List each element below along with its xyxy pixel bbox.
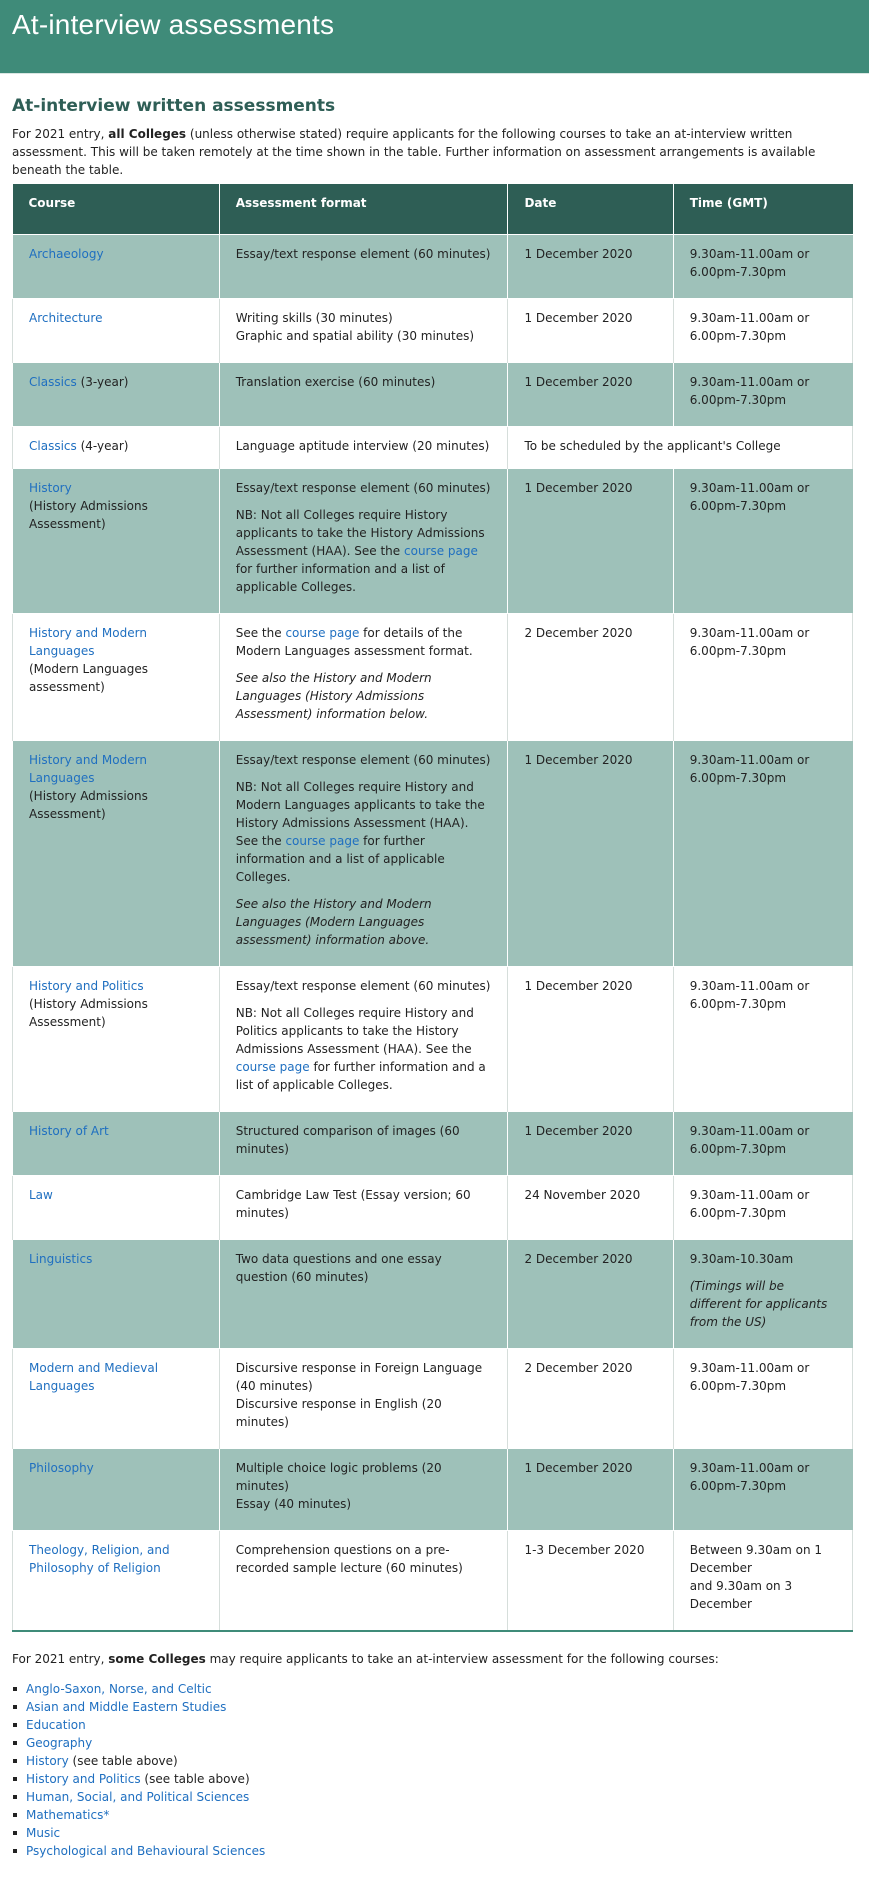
table-row (13, 967, 853, 1112)
course-cell (13, 967, 220, 1112)
nb-text: for further information and a list of applicable Colleges. (235, 562, 445, 594)
format-line: Essay (40 minutes) (235, 1497, 352, 1511)
list-item (26, 1842, 857, 1860)
course-page-link[interactable]: course page (285, 834, 360, 848)
time-cell: 9.30am-11.00am or 6.00pm-7.30pm (673, 363, 852, 427)
course-page-link[interactable]: course page (404, 544, 478, 558)
date-cell: 1 December 2020 (508, 967, 673, 1112)
course-cell (13, 1112, 220, 1176)
date-cell: 2 December 2020 (508, 1240, 673, 1349)
table-row (13, 614, 853, 741)
list-item-extra: (see table above) (68, 1754, 178, 1768)
time-cell: 9.30am-11.00am or 6.00pm-7.30pm (673, 469, 852, 614)
course-extra: (3-year) (76, 375, 129, 389)
list-item (26, 1734, 857, 1752)
time-line: Between 9.30am on 1 December (689, 1543, 823, 1575)
date-cell: 2 December 2020 (508, 614, 673, 741)
table-row (13, 427, 853, 469)
list-item (26, 1824, 857, 1842)
table-row (13, 1240, 853, 1349)
list-link-mathematics[interactable]: Mathematics* (26, 1808, 110, 1822)
course-cell (13, 1531, 220, 1632)
time-cell: 9.30am-11.00am or 6.00pm-7.30pm (673, 614, 852, 741)
course-link-history-and-modern-languages-haa[interactable]: History and Modern Languages (29, 753, 147, 785)
list-link-pbs[interactable]: Psychological and Behavioural Sciences (26, 1844, 266, 1858)
table-row (13, 235, 853, 299)
time-main: 9.30am-10.30am (689, 1252, 794, 1266)
table-row (13, 1531, 853, 1632)
format-cell (219, 967, 508, 1112)
time-cell: 9.30am-11.00am or 6.00pm-7.30pm (673, 1112, 852, 1176)
course-cell (13, 1349, 220, 1449)
time-cell: 9.30am-11.00am or 6.00pm-7.30pm (673, 1176, 852, 1240)
course-cell (13, 741, 220, 967)
format-main: Essay/text response element (60 minutes) (235, 753, 491, 767)
date-cell: 1 December 2020 (508, 1112, 673, 1176)
course-cell (13, 469, 220, 614)
time-cell (673, 1531, 852, 1632)
course-cell (13, 614, 220, 741)
format-cell: Translation exercise (60 minutes) (219, 363, 508, 427)
course-extra: (History Admissions Assessment) (29, 789, 148, 821)
date-cell: 1 December 2020 (508, 741, 673, 967)
intro-bold: all Colleges (108, 127, 187, 141)
table-row (13, 363, 853, 427)
format-note: See also the History and Modern Languages (Modern Languages assessment) information above. (235, 897, 432, 947)
course-extra: (History Admissions Assessment) (29, 499, 148, 531)
table-row (13, 299, 853, 363)
header-format: Assessment format (219, 184, 508, 235)
course-link-theology-religion-philosophy[interactable]: Theology, Religion, and Philosophy of Religion (29, 1543, 170, 1575)
course-link-classics-3-year[interactable]: Classics (29, 375, 77, 389)
date-cell: 1-3 December 2020 (508, 1531, 673, 1632)
time-cell: 9.30am-11.00am or 6.00pm-7.30pm (673, 1349, 852, 1449)
course-cell (13, 363, 220, 427)
format-cell: Cambridge Law Test (Essay version; 60 minutes) (219, 1176, 508, 1240)
intro-paragraph (12, 125, 850, 179)
time-cell (673, 1240, 852, 1349)
time-cell: 9.30am-11.00am or 6.00pm-7.30pm (673, 235, 852, 299)
course-cell (13, 427, 220, 469)
course-cell (13, 1240, 220, 1349)
format-cell: Comprehension questions on a pre-recorded sample lecture (60 minutes) (219, 1531, 508, 1632)
course-page-link[interactable]: course page (235, 1060, 310, 1074)
format-main: Essay/text response element (60 minutes) (235, 979, 491, 993)
format-cell (219, 741, 508, 967)
list-item (26, 1770, 857, 1788)
nb-text: for further information and a list of applicable Colleges. (235, 834, 445, 884)
format-line: Discursive response in English (20 minutes) (235, 1397, 442, 1429)
format-note: See also the History and Modern Languages (History Admissions Assessment) information below. (235, 671, 432, 721)
course-link-history-of-art[interactable]: History of Art (29, 1124, 109, 1138)
table-row (13, 469, 853, 614)
format-cell (219, 614, 508, 741)
list-item (26, 1752, 857, 1770)
nb-text: for further information and a list of applicable Colleges. (235, 1060, 486, 1092)
banner-title: At-interview assessments (12, 9, 335, 40)
assessments-table (12, 184, 853, 1632)
some-colleges-paragraph (12, 1650, 857, 1668)
date-cell: 1 December 2020 (508, 469, 673, 614)
list-link-music[interactable]: Music (26, 1826, 61, 1840)
course-link-history-and-politics[interactable]: History and Politics (29, 979, 144, 993)
course-page-link[interactable]: course page (285, 626, 360, 640)
course-cell (13, 1176, 220, 1240)
format-line: Multiple choice logic problems (20 minutes) (235, 1461, 442, 1493)
date-cell: 24 November 2020 (508, 1176, 673, 1240)
course-extra: (4-year) (76, 439, 129, 453)
format-nb (236, 506, 492, 596)
format-cell (219, 469, 508, 614)
list-link-anglo-saxon[interactable]: Anglo-Saxon, Norse, and Celtic (26, 1682, 212, 1696)
format-cell (219, 1449, 508, 1531)
table-row (13, 741, 853, 967)
table-row (13, 1176, 853, 1240)
format-cell: Language aptitude interview (20 minutes) (219, 427, 508, 469)
course-link-law[interactable]: Law (29, 1188, 53, 1202)
list-item (26, 1788, 857, 1806)
after-bold: some Colleges (108, 1652, 206, 1666)
format-cell: Essay/text response element (60 minutes) (219, 235, 508, 299)
course-extra: (History Admissions Assessment) (29, 997, 148, 1029)
course-cell (13, 1449, 220, 1531)
list-item (26, 1716, 857, 1734)
format-nb (236, 778, 492, 886)
intro-suffix: (unless otherwise stated) require applicants for the following courses to take an at-interview written assessment. This will be taken remotely at the time shown in the table. Further information on assessment arrangements is available beneath the table. (12, 127, 816, 177)
course-link-classics-4-year[interactable]: Classics (29, 439, 77, 453)
table-header-row (13, 184, 853, 235)
section-title: At-interview written assessments (12, 96, 336, 116)
format-main: Essay/text response element (60 minutes) (235, 481, 491, 495)
format-cell (219, 299, 508, 363)
table-row (13, 1349, 853, 1449)
nb-text: NB: Not all Colleges require History applicants to take the History Admissions Assessment (HAA). See the (235, 508, 485, 558)
time-cell: 9.30am-11.00am or 6.00pm-7.30pm (673, 741, 852, 967)
list-item (26, 1806, 857, 1824)
format-cell (219, 1349, 508, 1449)
format-nb (236, 1004, 492, 1094)
course-cell (13, 235, 220, 299)
list-link-asian-middle-eastern[interactable]: Asian and Middle Eastern Studies (26, 1700, 227, 1714)
course-list (12, 1680, 857, 1860)
course-link-linguistics[interactable]: Linguistics (29, 1252, 93, 1266)
header-course: Course (13, 184, 220, 235)
table-row (13, 1112, 853, 1176)
list-link-history[interactable]: History (26, 1754, 69, 1768)
course-link-archaeology[interactable]: Archaeology (29, 247, 104, 261)
date-cell: To be scheduled by the applicant's College (508, 427, 853, 469)
after-suffix: may require applicants to take an at-interview assessment for the following courses: (205, 1652, 719, 1666)
table-row (13, 1449, 853, 1531)
list-link-hsps[interactable]: Human, Social, and Political Sciences (26, 1790, 250, 1804)
intro-prefix: For 2021 entry, (12, 127, 109, 141)
date-cell: 2 December 2020 (508, 1349, 673, 1449)
nb-text: NB: Not all Colleges require History and Politics applicants to take the History Admissions Assessment (HAA). See the (235, 1006, 474, 1056)
time-cell: 9.30am-11.00am or 6.00pm-7.30pm (673, 299, 852, 363)
format-cell: Two data questions and one essay question (60 minutes) (219, 1240, 508, 1349)
course-link-history[interactable]: History (29, 481, 72, 495)
course-cell (13, 299, 220, 363)
date-cell: 1 December 2020 (508, 235, 673, 299)
time-line: and 9.30am on 3 December (689, 1579, 793, 1611)
after-prefix: For 2021 entry, (12, 1652, 109, 1666)
time-cell: 9.30am-11.00am or 6.00pm-7.30pm (673, 1449, 852, 1531)
course-link-architecture[interactable]: Architecture (29, 311, 103, 325)
format-line: Discursive response in Foreign Language (40 minutes) (235, 1361, 483, 1393)
course-link-philosophy[interactable]: Philosophy (29, 1461, 94, 1475)
format-cell: Structured comparison of images (60 minutes) (219, 1112, 508, 1176)
list-link-geography[interactable]: Geography (26, 1736, 93, 1750)
header-time: Time (GMT) (673, 184, 852, 235)
page-banner (0, 0, 869, 74)
date-cell: 1 December 2020 (508, 1449, 673, 1531)
format-line: Writing skills (30 minutes) (235, 311, 393, 325)
list-item (26, 1698, 857, 1716)
list-link-history-and-politics[interactable]: History and Politics (26, 1772, 141, 1786)
course-extra: (Modern Languages assessment) (29, 662, 148, 694)
course-link-modern-and-medieval-languages[interactable]: Modern and Medieval Languages (29, 1361, 159, 1393)
see-text: See the (235, 626, 286, 640)
header-date: Date (508, 184, 673, 235)
list-item (26, 1680, 857, 1698)
date-cell: 1 December 2020 (508, 363, 673, 427)
course-link-history-and-modern-languages[interactable]: History and Modern Languages (29, 626, 147, 658)
nb-text: NB: Not all Colleges require History and Modern Languages applicants to take the History Admissions Assessment (HAA). See the (235, 780, 485, 848)
main-content (0, 96, 869, 1860)
format-see (236, 624, 492, 660)
date-cell: 1 December 2020 (508, 299, 673, 363)
list-item-extra: (see table above) (140, 1772, 250, 1786)
time-note: (Timings will be different for applicants from the US) (689, 1279, 828, 1329)
time-cell: 9.30am-11.00am or 6.00pm-7.30pm (673, 967, 852, 1112)
format-line: Graphic and spatial ability (30 minutes) (235, 329, 475, 343)
see-text: for details of the Modern Languages assessment format. (235, 626, 473, 658)
list-link-education[interactable]: Education (26, 1718, 86, 1732)
